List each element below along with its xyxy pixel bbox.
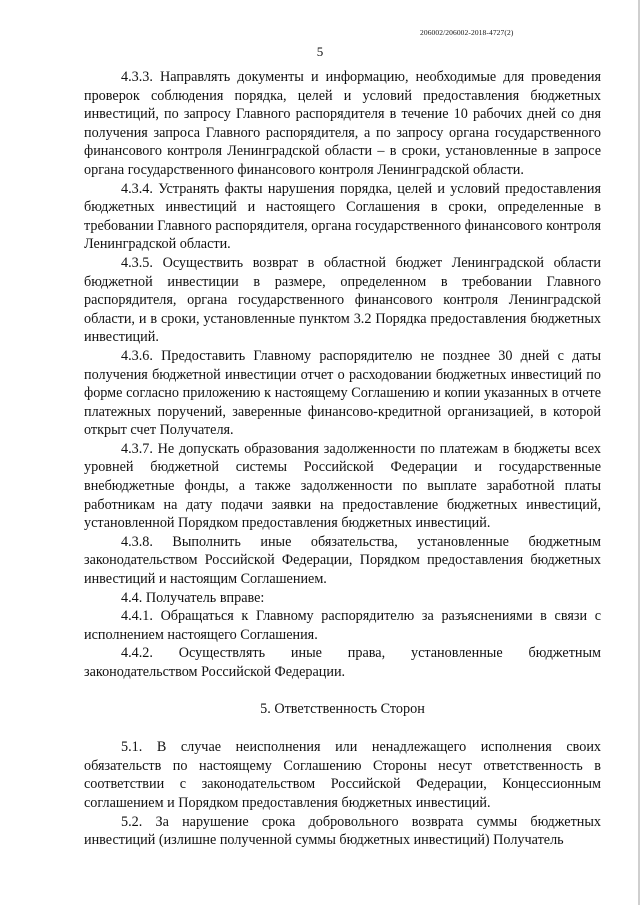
clause-4-3-6: 4.3.6. Предоставить Главному распорядителю не позднее 30 дней с даты получения бюджетной инвестиции отчет о расходовании бюджетных инвестиций по форме согласно приложению к настоящему Соглашению и копии указанных в отчете платежных поручений, заверенные финансово-кредитной организацией, в которой открыт счет Получателя.	[84, 347, 601, 439]
clause-4-3-5: 4.3.5. Осуществить возврат в областной бюджет Ленинградской области бюджетной инвестиции в размере, определенном в требовании Главного распорядителя, органа государственного финансового контроля Ленинградской области, и в сроки, установленные пунктом 3.2 Порядка предоставления бюджетных инвестиций.	[84, 254, 601, 346]
document-number: 206002/206002-2018-4727(2)	[420, 28, 514, 37]
clause-5-1: 5.1. В случае неисполнения или ненадлежащего исполнения своих обязательств по настоящему Соглашению Стороны несут ответственность в соответствии с законодательством Российской Федерации, Концессионным соглашением и Порядком предоставления бюджетных инвестиций.	[84, 739, 601, 811]
page-number: 5	[316, 44, 324, 59]
document-body	[84, 68, 601, 850]
clause-4-3-3: 4.3.3. Направлять документы и информацию, необходимые для проведения проверок соблюдения порядка, целей и условий предоставления бюджетных инвестиций, по запросу Главного распорядителя в течение 10 рабочих дней со дня получения запроса Главного распорядителя, а по запросу органа государственного финансового контроля Ленинградской области – в сроки, установленные в запросе органа государственного финансового контроля Ленинградской области.	[84, 69, 601, 178]
clause-5-2: 5.2. За нарушение срока добровольного возврата суммы бюджетных инвестиций (излишне полученной суммы бюджетных инвестиций) Получатель	[84, 813, 601, 849]
clause-4-4-1: 4.4.1. Обращаться к Главному распорядителю за разъяснениями в связи с исполнением настоящего Соглашения.	[84, 608, 601, 643]
clause-4-3-7: 4.3.7. Не допускать образования задолженности по платежам в бюджеты всех уровней бюджетной системы Российской Федерации и государственные внебюджетные фонды, а также задолженности по выплате заработной платы работникам на дату подачи заявки на предоставление бюджетных инвестиций, установленной Порядком предоставления бюджетных инвестиций.	[84, 440, 601, 532]
section-5-heading: 5. Ответственность Сторон	[260, 700, 425, 717]
clause-4-3-8: 4.3.8. Выполнить иные обязательства, установленные бюджетным законодательством Российской Федерации, Порядком предоставления бюджетных инвестиций и настоящим Соглашением.	[84, 533, 601, 588]
clause-4-3-4: 4.3.4. Устранять факты нарушения порядка, целей и условий предоставления бюджетных инвестиций и настоящего Соглашения в сроки, определенные в требовании Главного распорядителя, органа государственного финансового контроля Ленинградской области.	[84, 180, 601, 253]
clause-4-4: 4.4. Получатель вправе:	[121, 589, 265, 606]
clause-4-4-2: 4.4.2. Осуществлять иные права, установленные бюджетным законодательством Российской Федерации.	[84, 645, 601, 680]
